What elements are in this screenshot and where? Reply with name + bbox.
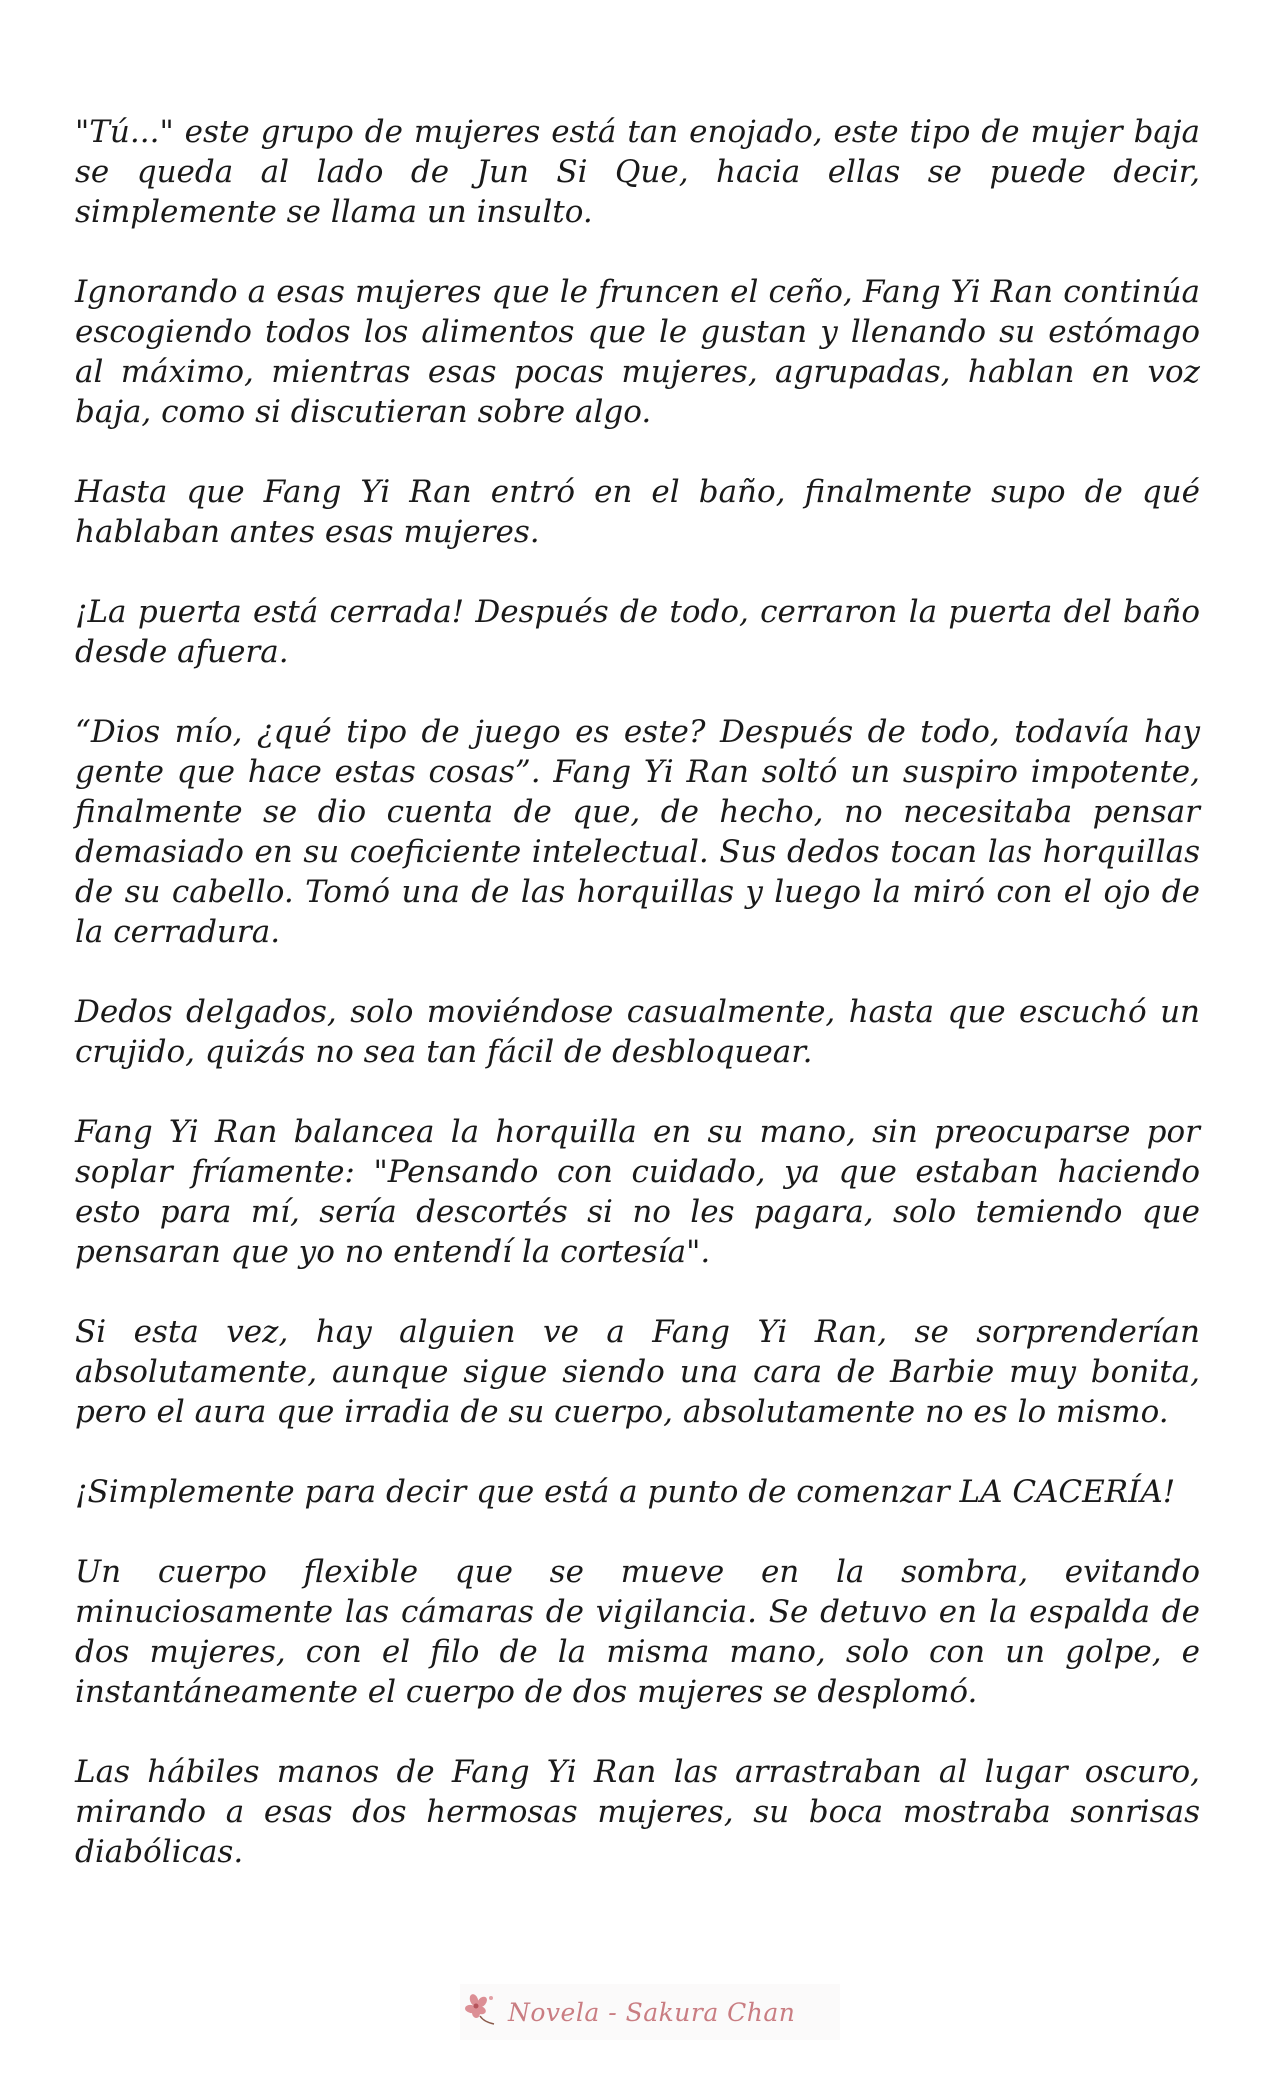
paragraph: ¡La puerta está cerrada! Después de todo, cerraron la puerta del baño desde afuera.: [75, 594, 1200, 670]
paragraph: Un cuerpo flexible que se mueve en la sombra, evitando minuciosamente las cámaras de vigilancia. Se detuvo en la espalda de dos mujeres, con el filo de la misma mano, solo con un golpe, e instantáneamente el cuerpo de dos mujeres se desplomó.: [75, 1554, 1200, 1710]
paragraph: Dedos delgados, solo moviéndose casualmente, hasta que escuchó un crujido, quizás no sea tan fácil de desbloquear.: [75, 994, 1200, 1070]
paragraph: “Dios mío, ¿qué tipo de juego es este? Después de todo, todavía hay gente que hace estas cosas”. Fang Yi Ran soltó un suspiro impotente, finalmente se dio cuenta de que, de hecho, no necesitaba pensar demasiado en su coeficiente intelectual. Sus dedos tocan las horquillas de su cabello. Tomó una de las horquillas y luego la miró con el ojo de la cerradura.: [75, 714, 1200, 950]
watermark: [460, 1984, 840, 2040]
paragraph: Hasta que Fang Yi Ran entró en el baño, finalmente supo de qué hablaban antes esas mujeres.: [75, 474, 1200, 550]
paragraph: Si esta vez, hay alguien ve a Fang Yi Ran, se sorprenderían absolutamente, aunque sigue siendo una cara de Barbie muy bonita, pero el aura que irradia de su cuerpo, absolutamente no es lo mismo.: [75, 1314, 1200, 1430]
paragraph: Las hábiles manos de Fang Yi Ran las arrastraban al lugar oscuro, mirando a esas dos hermosas mujeres, su boca mostraba sonrisas diabólicas.: [75, 1754, 1200, 1870]
paragraph: Ignorando a esas mujeres que le fruncen el ceño, Fang Yi Ran continúa escogiendo todos los alimentos que le gustan y llenando su estómago al máximo, mientras esas pocas mujeres, agrupadas, hablan en voz baja, como si discutieran sobre algo.: [75, 274, 1200, 430]
paragraph: ¡Simplemente para decir que está a punto de comenzar LA CACERÍA!: [75, 1474, 1176, 1510]
paragraph: "Tú..." este grupo de mujeres está tan enojado, este tipo de mujer baja se queda al lado de Jun Si Que, hacia ellas se puede decir, simplemente se llama un insulto.: [75, 114, 1200, 230]
cherry-blossom-icon: [460, 1990, 500, 2035]
watermark-text: Novela - Sakura Chan: [508, 1997, 796, 2027]
story-text: [75, 112, 1200, 1872]
paragraph: Fang Yi Ran balancea la horquilla en su mano, sin preocuparse por soplar fríamente: "Pensando con cuidado, ya que estaban haciendo esto para mí, sería descortés si no les pagara, solo temiendo que pensaran que yo no entendí la cortesía".: [75, 1114, 1200, 1270]
